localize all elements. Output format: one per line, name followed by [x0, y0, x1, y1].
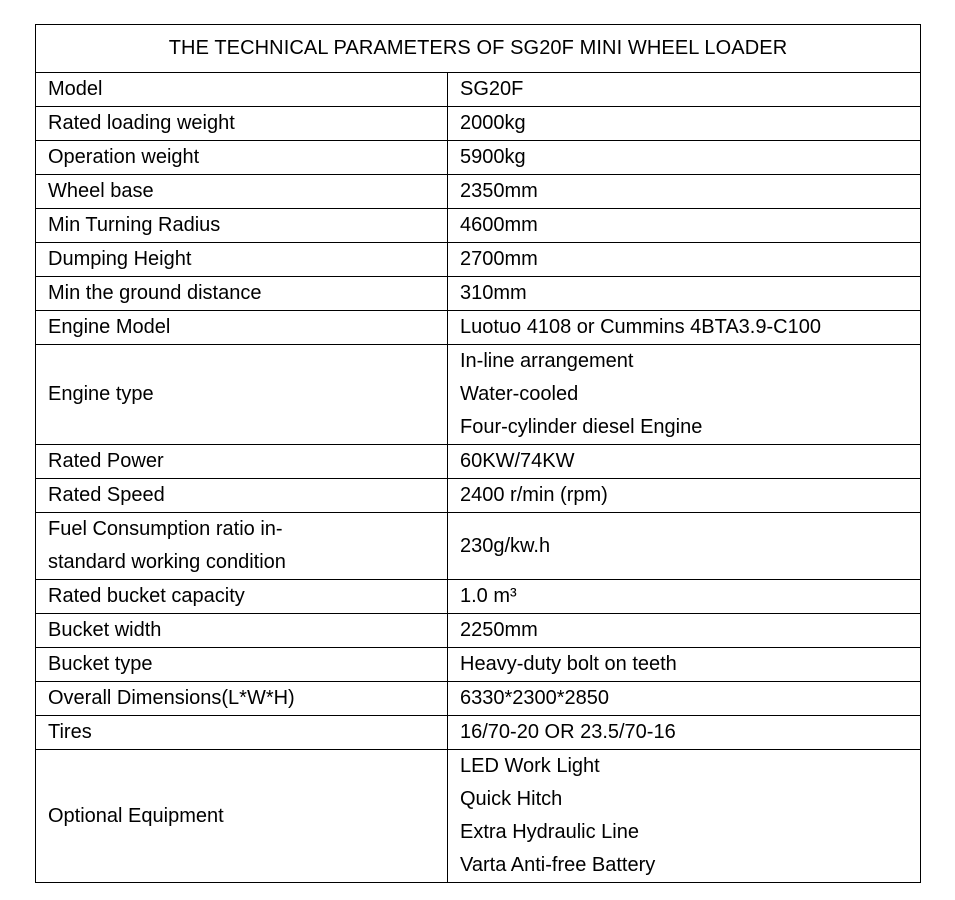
title-row — [36, 25, 921, 73]
param-label: Engine type — [36, 345, 448, 445]
table-row — [36, 614, 921, 648]
param-value-line: LED Work Light — [460, 755, 600, 777]
table-row — [36, 277, 921, 311]
table-title: THE TECHNICAL PARAMETERS OF SG20F MINI WHEEL LOADER — [36, 25, 921, 73]
table-row — [36, 73, 921, 107]
param-label: Rated Power — [36, 445, 448, 479]
table-row — [36, 141, 921, 175]
table-row — [36, 209, 921, 243]
param-label: Bucket type — [36, 648, 448, 682]
table-row — [36, 311, 921, 345]
param-value: 2700mm — [448, 243, 921, 277]
param-label: Tires — [36, 716, 448, 750]
param-label-line: Fuel Consumption ratio in- — [48, 518, 283, 540]
table-row-optional-equipment — [36, 750, 921, 883]
table-row — [36, 175, 921, 209]
param-value-list — [448, 750, 921, 883]
param-label-line: standard working condition — [48, 551, 286, 573]
table-row — [36, 716, 921, 750]
table-row — [36, 445, 921, 479]
param-label: Rated Speed — [36, 479, 448, 513]
param-value-line: In-line arrangement — [460, 350, 634, 372]
spec-table — [35, 24, 921, 883]
param-value-line: Four-cylinder diesel Engine — [460, 416, 703, 438]
param-value: 310mm — [448, 277, 921, 311]
param-label: Bucket width — [36, 614, 448, 648]
param-label: Min Turning Radius — [36, 209, 448, 243]
param-label: Operation weight — [36, 141, 448, 175]
param-value: 2000kg — [448, 107, 921, 141]
param-label: Rated bucket capacity — [36, 580, 448, 614]
param-value: 4600mm — [448, 209, 921, 243]
param-label: Min the ground distance — [36, 277, 448, 311]
param-value-line: Quick Hitch — [460, 788, 563, 810]
param-label: Engine Model — [36, 311, 448, 345]
table-row — [36, 107, 921, 141]
param-value: SG20F — [448, 73, 921, 107]
table-row — [36, 580, 921, 614]
param-label-multiline — [36, 513, 448, 580]
param-value-line: Extra Hydraulic Line — [460, 821, 639, 843]
param-value-line: Water-cooled — [460, 383, 579, 405]
param-value-list — [448, 345, 921, 445]
param-value: 230g/kw.h — [448, 513, 921, 580]
table-row-fuel-consumption — [36, 513, 921, 580]
param-value: 2350mm — [448, 175, 921, 209]
param-value: Luotuo 4108 or Cummins 4BTA3.9-C100 — [448, 311, 921, 345]
param-value: 1.0 m³ — [448, 580, 921, 614]
table-row-engine-type — [36, 345, 921, 445]
param-value: 16/70-20 OR 23.5/70-16 — [448, 716, 921, 750]
param-value: 2250mm — [448, 614, 921, 648]
table-row — [36, 682, 921, 716]
param-value: 5900kg — [448, 141, 921, 175]
table-row — [36, 479, 921, 513]
param-value: 2400 r/min (rpm) — [448, 479, 921, 513]
param-label: Wheel base — [36, 175, 448, 209]
param-value: 60KW/74KW — [448, 445, 921, 479]
param-label: Dumping Height — [36, 243, 448, 277]
param-label: Overall Dimensions(L*W*H) — [36, 682, 448, 716]
table-row — [36, 243, 921, 277]
param-label: Optional Equipment — [36, 750, 448, 883]
param-label: Model — [36, 73, 448, 107]
param-value-line: Varta Anti-free Battery — [460, 854, 656, 876]
param-value: 6330*2300*2850 — [448, 682, 921, 716]
table-row — [36, 648, 921, 682]
param-label: Rated loading weight — [36, 107, 448, 141]
param-value: Heavy-duty bolt on teeth — [448, 648, 921, 682]
